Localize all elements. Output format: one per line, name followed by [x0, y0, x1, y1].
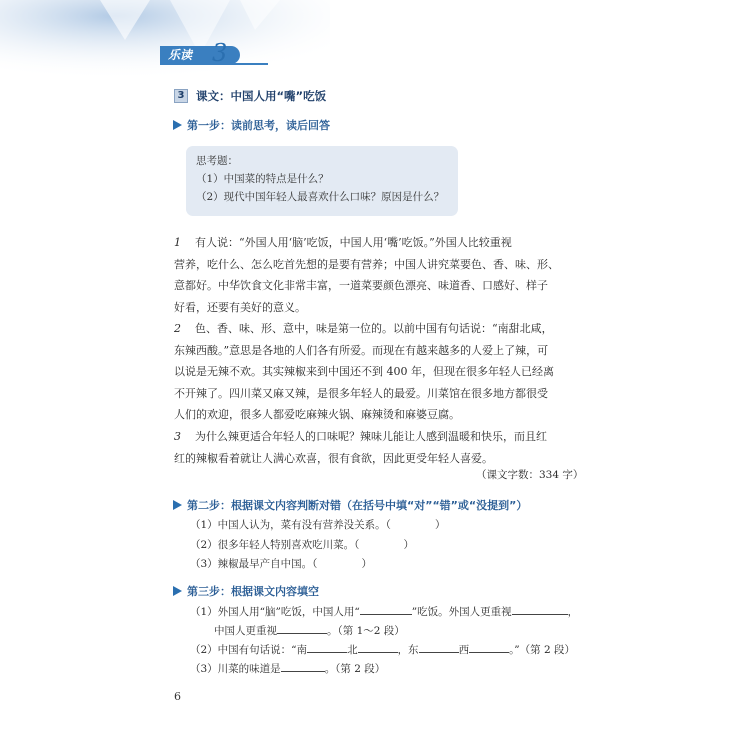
step1-label: 第一步：读前思考，读后回答	[187, 119, 330, 132]
fill-blank[interactable]	[277, 622, 327, 634]
para-line: 营养，吃什么、怎么吃首先想的是要有营养；中国人讲究菜要色、香、味、形、	[174, 257, 559, 271]
answer-blank[interactable]	[317, 555, 361, 567]
fill-q2	[190, 641, 575, 658]
lesson-title: 课文：中国人用“嘴”吃饭	[196, 89, 327, 103]
para-number: 2	[174, 322, 181, 335]
para-number: 3	[174, 430, 181, 443]
para-line: 为什么辣更适合年轻人的口味呢？辣味儿能让人感到温暖和快乐，而且红	[195, 430, 547, 443]
tf-close: ）	[361, 558, 372, 570]
answer-blank[interactable]	[359, 536, 403, 548]
para-line: 以说是无辣不欢。其实辣椒来到中国还不到 400 年，但现在很多年轻人已经离	[174, 365, 554, 378]
step2-heading	[173, 497, 527, 513]
fill-text: ”吃饭。外国人更重视	[411, 606, 512, 618]
paragraph-3	[174, 426, 586, 469]
step2-label: 第二步：根据课文内容判断对错（在括号中填“对”“错”或“没提到”）	[187, 499, 528, 512]
tf-item-text: （2）很多年轻人特别喜欢吃川菜。（	[190, 539, 360, 551]
triangle-icon	[173, 120, 182, 130]
think-box	[186, 146, 458, 216]
para-line: 红的辣椒看着就让人满心欢喜，很有食欲，因此更受年轻人喜爱。	[174, 451, 493, 465]
tf-close: ）	[434, 519, 446, 531]
lesson-heading	[174, 88, 326, 104]
lesson-number: 3	[174, 89, 188, 103]
tf-item-3	[190, 555, 372, 572]
fill-blank[interactable]	[419, 641, 459, 653]
think-title: 思考题：	[196, 155, 238, 167]
section-badge	[160, 40, 268, 68]
fill-text: ，	[567, 606, 579, 618]
fill-blank[interactable]	[281, 660, 325, 672]
triangle-icon	[173, 500, 182, 510]
tf-item-1	[190, 516, 445, 533]
paragraph-2	[174, 318, 586, 426]
fill-text: 北	[347, 644, 358, 656]
para-line: 有人说：“外国人用‘脑’吃饭，中国人用‘嘴’吃饭。”外国人比较重视	[195, 236, 512, 249]
fill-text: 西	[458, 644, 470, 656]
fill-text: （3）川菜的味道是	[190, 663, 281, 675]
fill-blank[interactable]	[358, 641, 398, 653]
fill-text: ，东	[397, 644, 419, 656]
page-number: 6	[174, 690, 181, 703]
fill-blank[interactable]	[360, 603, 412, 615]
fill-text: （1）外国人用“脑”吃饭，中国人用“	[190, 606, 360, 618]
tf-item-2	[190, 536, 414, 553]
para-line: 东辣西酸。”意思是各地的人们各有所爱。而现在有越来越多的人爱上了辣，可	[174, 343, 549, 357]
paragraph-1	[174, 232, 586, 318]
para-line: 人们的欢迎，很多人都爱吃麻辣火锅、麻辣烫和麻婆豆腐。	[174, 408, 460, 421]
para-line: 意都好。中华饮食文化非常丰富，一道菜要颜色漂亮、味道香、口感好、样子	[174, 279, 548, 292]
tf-item-text: （1）中国人认为，菜有没有营养没关系。（	[190, 519, 391, 531]
para-line: 不开辣了。四川菜又麻又辣，是很多年轻人的最爱。川菜馆在很多地方都很受	[174, 386, 548, 400]
fill-q1-line1	[190, 603, 578, 620]
fill-blank[interactable]	[307, 641, 347, 653]
fill-text: （2）中国有句话说：“南	[190, 644, 308, 656]
think-question-1: （1）中国菜的特点是什么？	[196, 173, 329, 185]
fill-text: 。”（第 2 段）	[509, 644, 576, 656]
triangle-icon	[173, 586, 182, 596]
fill-text: 。（第 1～2 段）	[327, 625, 405, 637]
fill-blank[interactable]	[512, 603, 568, 615]
think-question-2: （2）现代中国年轻人最喜欢什么口味？原因是什么？	[196, 191, 445, 203]
answer-blank[interactable]	[391, 516, 435, 528]
step3-heading	[173, 583, 319, 599]
tf-close: ）	[403, 539, 414, 551]
fill-blank[interactable]	[469, 641, 509, 653]
section-title: 乐读	[168, 48, 193, 62]
step1-heading	[173, 117, 330, 133]
fill-q1-line2	[214, 622, 405, 639]
fill-text: 。（第 2 段）	[324, 663, 386, 675]
section-number: 3	[212, 39, 228, 67]
fill-q3	[190, 660, 385, 677]
step3-label: 第三步：根据课文内容填空	[187, 585, 319, 598]
word-count: （课文字数：334 字）	[476, 469, 584, 481]
para-line: 色、香、味、形、意中，味是第一位的。以前中国有句话说：“南甜北咸，	[195, 322, 553, 335]
para-number: 1	[174, 236, 181, 249]
fill-text: 中国人更重视	[214, 625, 277, 637]
tf-item-text: （3）辣椒最早产自中国。（	[190, 558, 318, 570]
para-line: 好看，还要有美好的意义。	[174, 300, 306, 314]
